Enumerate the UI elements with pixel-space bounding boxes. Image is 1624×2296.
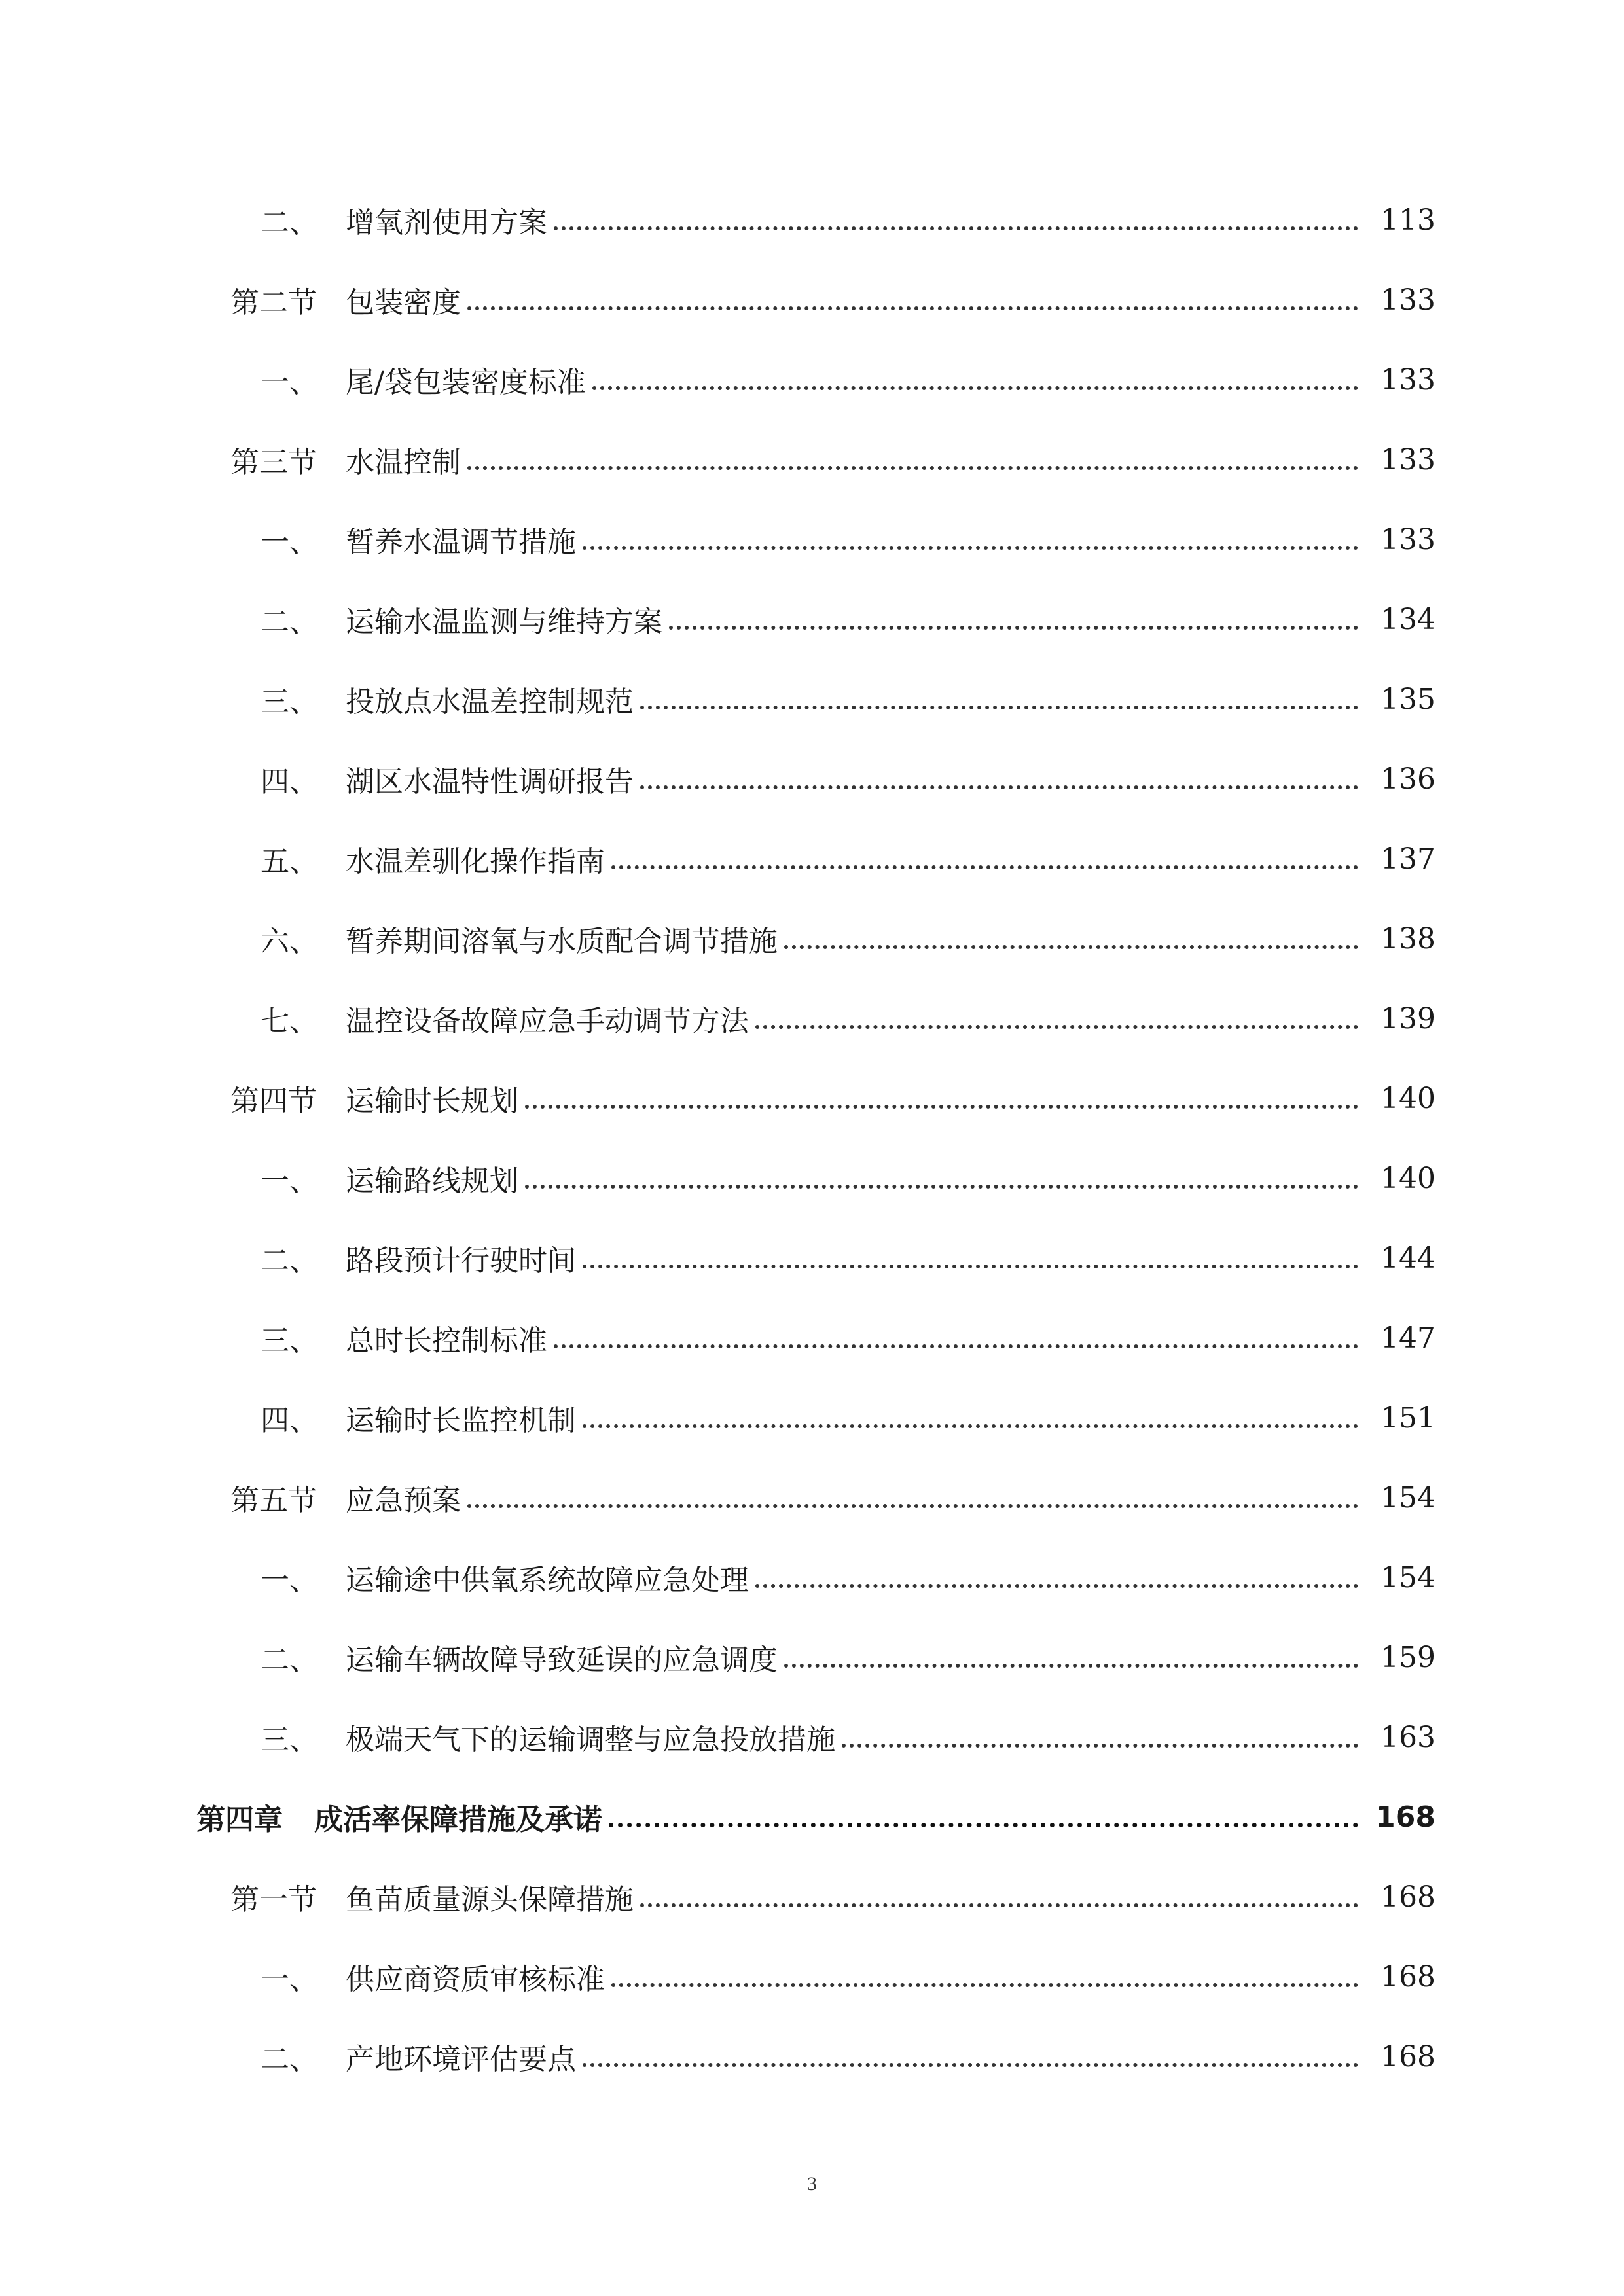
toc-entry-title: 包装密度 xyxy=(346,286,461,319)
toc-entry-page: 138 xyxy=(1380,922,1435,956)
toc-entry-number: 一、 xyxy=(261,526,318,559)
dot-leader xyxy=(525,1160,1358,1189)
toc-entry-title: 成活率保障措施及承诺 xyxy=(314,1803,602,1837)
dot-leader xyxy=(467,1479,1358,1508)
toc-entry-page: 154 xyxy=(1380,1560,1435,1594)
toc-entry-number: 二、 xyxy=(261,605,318,639)
toc-entry-page: 135 xyxy=(1380,682,1435,716)
toc-entry-title: 温控设备故障应急手动调节方法 xyxy=(346,1005,749,1038)
toc-entry[interactable] xyxy=(0,513,1624,565)
toc-entry-number: 七、 xyxy=(261,1005,318,1038)
toc-entry[interactable] xyxy=(0,353,1624,406)
toc-entry-title: 应急预案 xyxy=(346,1484,461,1517)
dot-leader xyxy=(784,920,1358,949)
toc-entry-number: 三、 xyxy=(261,685,318,719)
toc-entry-title: 极端天气下的运输调整与应急投放措施 xyxy=(346,1723,835,1757)
toc-entry-page: 137 xyxy=(1380,842,1435,876)
toc-entry[interactable] xyxy=(0,1391,1624,1444)
toc-entry[interactable] xyxy=(0,2030,1624,2083)
toc-entry-page: 133 xyxy=(1380,363,1435,397)
toc-entry-page: 154 xyxy=(1380,1480,1435,1515)
toc-entry[interactable] xyxy=(0,912,1624,965)
toc-entry-title: 运输车辆故障导致延误的应急调度 xyxy=(346,1643,778,1677)
toc-entry[interactable] xyxy=(0,1950,1624,2003)
toc-entry-number: 第四节 xyxy=(230,1085,317,1118)
toc-entry[interactable] xyxy=(0,1711,1624,1763)
toc-entry[interactable] xyxy=(0,833,1624,885)
toc-chapter-entry[interactable] xyxy=(0,1791,1624,1843)
toc-entry-page: 168 xyxy=(1375,1800,1435,1834)
toc-entry[interactable] xyxy=(0,992,1624,1045)
toc-entry-number: 第三节 xyxy=(230,446,317,479)
toc-entry-title: 湖区水温特性调研报告 xyxy=(346,765,634,798)
toc-entry[interactable] xyxy=(0,1471,1624,1524)
toc-entry[interactable] xyxy=(0,433,1624,486)
toc-entry-page: 133 xyxy=(1380,522,1435,556)
toc-entry-title: 水温控制 xyxy=(346,446,461,479)
toc-entry-page: 151 xyxy=(1380,1401,1435,1435)
toc-entry-title: 鱼苗质量源头保障措施 xyxy=(346,1883,634,1916)
toc-entry-number: 六、 xyxy=(261,925,318,958)
toc-entry[interactable] xyxy=(0,1152,1624,1204)
toc-entry-page: 168 xyxy=(1380,1880,1435,1914)
toc-entry-number: 三、 xyxy=(261,1723,318,1757)
dot-leader xyxy=(554,1319,1358,1348)
toc-entry-page: 134 xyxy=(1380,602,1435,636)
toc-entry-page: 140 xyxy=(1380,1081,1435,1115)
dot-leader xyxy=(554,202,1358,230)
dot-leader xyxy=(640,761,1358,789)
toc-entry-page: 168 xyxy=(1380,1960,1435,1994)
dot-leader xyxy=(467,441,1358,470)
toc-entry[interactable] xyxy=(0,593,1624,645)
toc-entry-number: 四、 xyxy=(261,765,318,798)
toc-entry-title: 运输水温监测与维持方案 xyxy=(346,605,662,639)
dot-leader xyxy=(583,2038,1358,2067)
dot-leader xyxy=(467,281,1358,310)
toc-entry-title: 运输时长监控机制 xyxy=(346,1404,576,1437)
toc-entry-number: 第四章 xyxy=(196,1803,283,1837)
toc-entry[interactable] xyxy=(0,1312,1624,1364)
dot-leader xyxy=(784,1639,1358,1668)
toc-entry-number: 第五节 xyxy=(230,1484,317,1517)
toc-entry[interactable] xyxy=(0,1871,1624,1923)
toc-entry-page: 147 xyxy=(1380,1321,1435,1355)
dot-leader xyxy=(525,1080,1358,1109)
dot-leader xyxy=(583,1399,1358,1428)
toc-entry[interactable] xyxy=(0,274,1624,326)
toc-entry-number: 第二节 xyxy=(230,286,317,319)
toc-entry-page: 113 xyxy=(1380,203,1435,237)
toc-entry-number: 五、 xyxy=(261,845,318,878)
dot-leader xyxy=(755,1000,1358,1029)
dot-leader xyxy=(640,681,1358,709)
toc-entry-title: 产地环境评估要点 xyxy=(346,2043,576,2076)
toc-entry-number: 二、 xyxy=(261,1643,318,1677)
dot-leader xyxy=(611,840,1358,869)
toc-entry-number: 四、 xyxy=(261,1404,318,1437)
toc-entry-number: 二、 xyxy=(261,2043,318,2076)
toc-entry-page: 159 xyxy=(1380,1640,1435,1674)
toc-entry[interactable] xyxy=(0,1631,1624,1683)
dot-leader xyxy=(669,601,1358,630)
toc-entry-title: 暂养期间溶氧与水质配合调节措施 xyxy=(346,925,778,958)
toc-entry[interactable] xyxy=(0,1072,1624,1124)
toc-entry-title: 路段预计行驶时间 xyxy=(346,1244,576,1278)
toc-entry-number: 一、 xyxy=(261,1564,318,1597)
toc-entry-number: 第一节 xyxy=(230,1883,317,1916)
toc-entry-page: 163 xyxy=(1380,1720,1435,1754)
toc-entry-page: 133 xyxy=(1380,442,1435,476)
toc-entry-page: 133 xyxy=(1380,283,1435,317)
page-number: 3 xyxy=(807,2173,817,2195)
toc-entry-title: 暂养水温调节措施 xyxy=(346,526,576,559)
toc-entry[interactable] xyxy=(0,673,1624,725)
toc-entry-page: 144 xyxy=(1380,1241,1435,1275)
toc-entry-page: 139 xyxy=(1380,1001,1435,1035)
toc-entry-number: 一、 xyxy=(261,1963,318,1996)
dot-leader xyxy=(592,361,1358,390)
dot-leader xyxy=(640,1878,1358,1907)
toc-entry-title: 水温差驯化操作指南 xyxy=(346,845,605,878)
toc-entry-title: 运输路线规划 xyxy=(346,1164,518,1198)
toc-entry[interactable] xyxy=(0,1551,1624,1604)
dot-leader xyxy=(583,1240,1358,1268)
toc-entry-number: 二、 xyxy=(261,1244,318,1278)
dot-leader xyxy=(755,1559,1358,1588)
toc-entry-title: 总时长控制标准 xyxy=(346,1324,547,1357)
toc-entry-title: 运输途中供氧系统故障应急处理 xyxy=(346,1564,749,1597)
dot-leader xyxy=(842,1719,1358,1748)
toc-entry-title: 增氧剂使用方案 xyxy=(346,206,547,240)
toc-entry-page: 136 xyxy=(1380,762,1435,796)
dot-leader xyxy=(611,1958,1358,1987)
dot-leader xyxy=(609,1799,1358,1827)
toc-entry-title: 运输时长规划 xyxy=(346,1085,518,1118)
toc-entry-number: 三、 xyxy=(261,1324,318,1357)
dot-leader xyxy=(583,521,1358,550)
toc-entry[interactable] xyxy=(0,753,1624,805)
toc-entry-number: 一、 xyxy=(261,366,318,399)
toc-entry-number: 一、 xyxy=(261,1164,318,1198)
toc-entry-title: 尾/袋包装密度标准 xyxy=(346,366,586,399)
toc-entry-page: 168 xyxy=(1380,2039,1435,2073)
toc-entry-title: 供应商资质审核标准 xyxy=(346,1963,605,1996)
toc-entry-page: 140 xyxy=(1380,1161,1435,1195)
toc-entry[interactable] xyxy=(0,194,1624,246)
toc-entry[interactable] xyxy=(0,1232,1624,1284)
toc-entry-number: 二、 xyxy=(261,206,318,240)
toc-entry-title: 投放点水温差控制规范 xyxy=(346,685,634,719)
